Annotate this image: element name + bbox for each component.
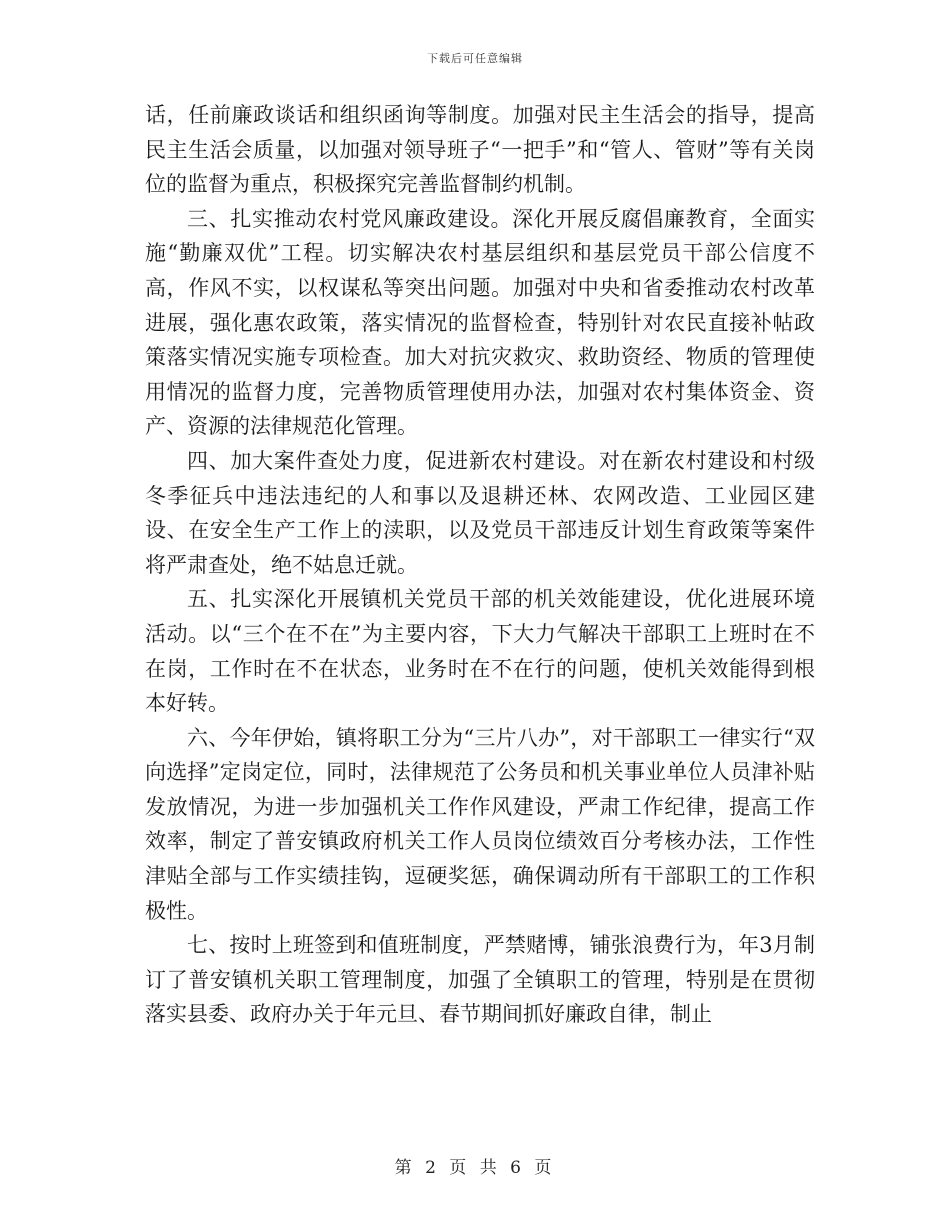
paragraph-section-6: 六、今年伊始，镇将职工分为“三片八办”，对干部职工一律实行“双向选择”定岗定位，同时，法律规范了公务员和机关事业单位人员津补贴发放情况，为进一步加强机关工作作风建设，严肃工作纪律，提高工作效率，制定了普安镇政府机关工作人员岗位绩效百分考核办法，工作性津贴全部与工作实绩挂钩，逗硬奖惩，确保调动所有干部职工的工作积极性。 xyxy=(145,725,815,923)
paragraph-section-7: 七、按时上班签到和值班制度，严禁赌博，铺张浪费行为，年3月制订了普安镇机关职工管理制度，加强了全镇职工的管理，特别是在贯彻落实县委、政府办关于年元旦、春节期间抓好廉政自律，制止 xyxy=(145,933,815,1027)
page-number: 第 2 页 共 6 页 xyxy=(394,1158,556,1178)
page-header-note: 下载后可任意编辑 xyxy=(427,52,523,65)
document-body xyxy=(145,98,815,1032)
paragraph-section-5: 五、扎实深化开展镇机关党员干部的机关效能建设，优化进展环境活动。以“三个在不在”为主要内容，下大力气解决干部职工上班时在不在岗，工作时在不在状态，业务时在不在行的问题，使机关效能得到根本好转。 xyxy=(145,587,815,716)
paragraph-section-3: 三、扎实推动农村党风廉政建设。深化开展反腐倡廉教育，全面实施“勤廉双优”工程。切实解决农村基层组织和基层党员干部公信度不高，作风不实，以权谋私等突出问题。加强对中央和省委推动农村改革进展，强化惠农政策，落实情况的监督检查，特别针对农民直接补帖政策落实情况实施专项检查。加大对抗灾救灾、救助资经、物质的管理使用情况的监督力度，完善物质管理使用办法，加强对农村集体资金、资产、资源的法律规范化管理。 xyxy=(145,206,815,439)
paragraph-section-4: 四、加大案件查处力度，促进新农村建设。对在新农村建设和村级冬季征兵中违法违纪的人和事以及退耕还林、农网改造、工业园区建设、在安全生产工作上的渎职，以及党员干部违反计划生育政策等案件将严肃查处，绝不姑息迁就。 xyxy=(145,448,815,577)
paragraph-continuation: 话，任前廉政谈话和组织函询等制度。加强对民主生活会的指导，提高民主生活会质量，以加强对领导班子“一把手”和“管人、管财”等有关岗位的监督为重点，积极探究完善监督制约机制。 xyxy=(145,103,815,197)
